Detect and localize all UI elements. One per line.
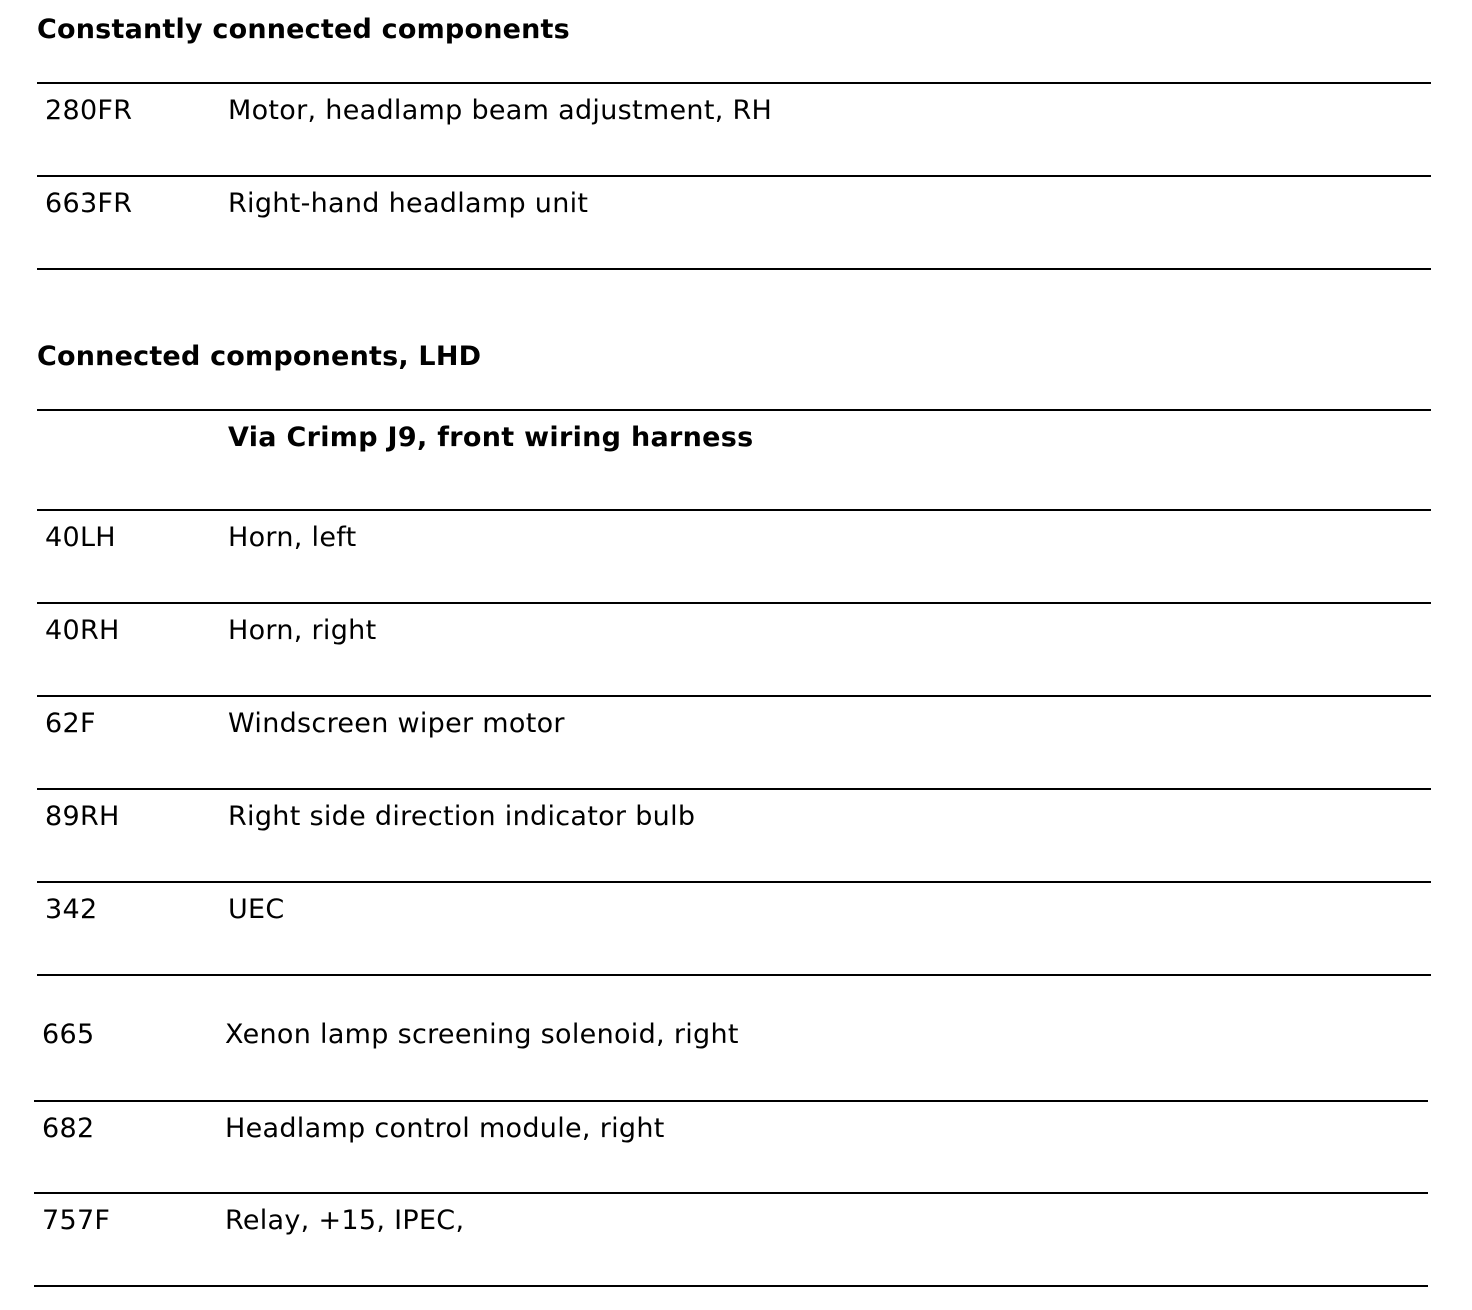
component-code: 757F — [42, 1205, 111, 1236]
component-description: Horn, left — [228, 522, 357, 553]
component-code: 40RH — [45, 615, 120, 646]
component-description: Horn, right — [228, 615, 377, 646]
table-rule — [37, 82, 1431, 84]
component-description: Windscreen wiper motor — [228, 708, 565, 739]
component-code: 280FR — [45, 95, 133, 126]
component-description: Motor, headlamp beam adjustment, RH — [228, 95, 773, 126]
component-description: Relay, +15, IPEC, — [225, 1205, 465, 1236]
table-rule — [37, 175, 1431, 177]
table-rule — [37, 788, 1431, 790]
table-rule — [34, 1285, 1428, 1287]
table-rule — [34, 1100, 1428, 1102]
component-code: 665 — [42, 1019, 95, 1050]
component-description: Headlamp control module, right — [225, 1113, 665, 1144]
section-heading-lhd: Connected components, LHD — [37, 341, 482, 372]
component-code: 62F — [45, 708, 96, 739]
component-code: 663FR — [45, 188, 133, 219]
table-rule — [37, 974, 1431, 976]
table-rule — [37, 268, 1431, 270]
component-code: 40LH — [45, 522, 116, 553]
component-description: UEC — [228, 894, 285, 925]
component-description: Right-hand headlamp unit — [228, 188, 589, 219]
table-rule — [37, 695, 1431, 697]
section-heading-constant: Constantly connected components — [37, 14, 570, 45]
component-description: Right side direction indicator bulb — [228, 801, 696, 832]
table-rule — [37, 602, 1431, 604]
table-subheading: Via Crimp J9, front wiring harness — [228, 422, 754, 453]
component-description: Xenon lamp screening solenoid, right — [225, 1019, 739, 1050]
component-code: 342 — [45, 894, 98, 925]
table-rule — [37, 881, 1431, 883]
table-rule — [37, 409, 1431, 411]
table-rule — [34, 1192, 1428, 1194]
table-rule — [37, 509, 1431, 511]
component-code: 89RH — [45, 801, 120, 832]
component-code: 682 — [42, 1113, 95, 1144]
